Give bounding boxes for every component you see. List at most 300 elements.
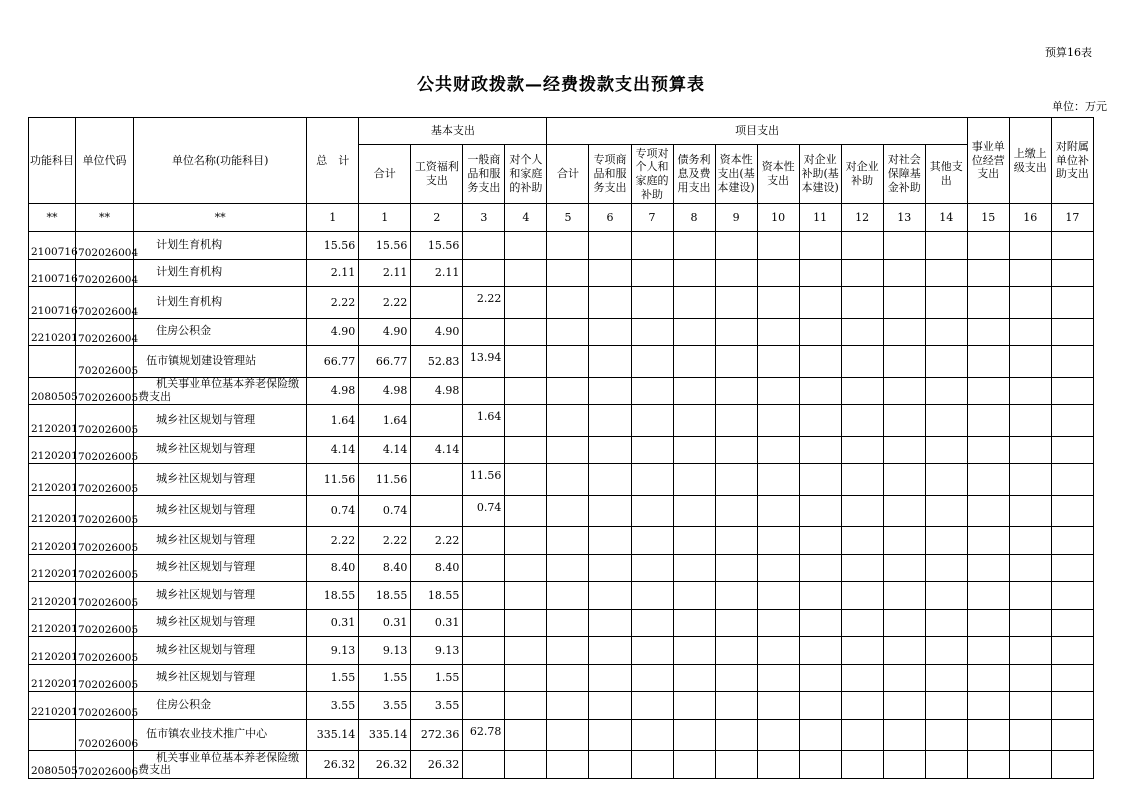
column-index-cell: 14 [925, 204, 967, 232]
func-code-cell: 2120201 [29, 436, 76, 464]
empty-cell [589, 346, 631, 378]
basic-total-cell: 2.11 [359, 259, 411, 287]
unit-code-cell: 702026004 [76, 287, 134, 319]
table-row [29, 495, 1094, 527]
empty-cell [589, 637, 631, 665]
basic-total-cell: 66.77 [359, 346, 411, 378]
personal-cell [505, 609, 547, 637]
personal-cell [505, 751, 547, 779]
empty-cell [1009, 495, 1051, 527]
empty-cell [715, 464, 757, 496]
wage-cell: 0.31 [411, 609, 463, 637]
basic-total-cell: 18.55 [359, 582, 411, 610]
empty-cell [547, 664, 589, 692]
func-code-cell: 2080505 [29, 751, 76, 779]
empty-cell [841, 582, 883, 610]
unit-name-cell: 城乡社区规划与管理 [134, 464, 307, 496]
header-project-personal: 专项对个人和家庭的补助 [631, 145, 673, 204]
wage-cell: 4.98 [411, 377, 463, 405]
empty-cell [673, 287, 715, 319]
empty-cell [715, 582, 757, 610]
column-index-cell: 1 [359, 204, 411, 232]
empty-cell [547, 527, 589, 555]
personal-cell [505, 582, 547, 610]
empty-cell [631, 405, 673, 437]
empty-cell [841, 232, 883, 260]
unit-code-cell: 702026005 [76, 495, 134, 527]
func-code-cell: 2120201 [29, 609, 76, 637]
wage-cell: 18.55 [411, 582, 463, 610]
table-row [29, 751, 1094, 779]
empty-cell [547, 377, 589, 405]
wage-cell: 272.36 [411, 719, 463, 751]
header-basic-personal: 对个人和家庭的补助 [505, 145, 547, 204]
personal-cell [505, 464, 547, 496]
empty-cell [841, 259, 883, 287]
unit-code-cell: 702026005 [76, 405, 134, 437]
header-upper-payment: 上缴上级支出 [1009, 118, 1051, 204]
empty-cell [967, 692, 1009, 720]
personal-cell [505, 405, 547, 437]
empty-cell [673, 692, 715, 720]
column-index-cell: 6 [589, 204, 631, 232]
wage-cell: 2.22 [411, 527, 463, 555]
unit-code-cell: 702026005 [76, 664, 134, 692]
unit-name-cell: 城乡社区规划与管理 [134, 609, 307, 637]
empty-cell [1051, 637, 1093, 665]
empty-cell [757, 436, 799, 464]
unit-code-cell: 702026005 [76, 582, 134, 610]
empty-cell [715, 527, 757, 555]
empty-cell [757, 464, 799, 496]
empty-cell [799, 495, 841, 527]
wage-cell: 4.90 [411, 318, 463, 346]
empty-cell [883, 719, 925, 751]
empty-cell [1051, 405, 1093, 437]
unit-name-cell: 城乡社区规划与管理 [134, 527, 307, 555]
func-code-cell: 2120201 [29, 464, 76, 496]
goods-cell: 2.22 [463, 287, 505, 319]
empty-cell [589, 318, 631, 346]
empty-cell [925, 692, 967, 720]
empty-cell [673, 259, 715, 287]
empty-cell [631, 637, 673, 665]
goods-cell: 13.94 [463, 346, 505, 378]
empty-cell [883, 464, 925, 496]
column-index-cell: 11 [799, 204, 841, 232]
table-row [29, 318, 1094, 346]
empty-cell [715, 554, 757, 582]
empty-cell [925, 719, 967, 751]
empty-cell [589, 719, 631, 751]
empty-cell [925, 751, 967, 779]
empty-cell [883, 346, 925, 378]
empty-cell [1009, 582, 1051, 610]
unit-code-cell: 702026005 [76, 527, 134, 555]
table-row [29, 637, 1094, 665]
wage-cell: 15.56 [411, 232, 463, 260]
unit-code-cell: 702026004 [76, 259, 134, 287]
personal-cell [505, 436, 547, 464]
personal-cell [505, 318, 547, 346]
unit-name-cell: 机关事业单位基本养老保险缴费支出 [134, 377, 307, 405]
header-project-enterprise-construction: 对企业补助(基本建设) [799, 145, 841, 204]
empty-cell [715, 287, 757, 319]
header-business-expense: 事业单位经营支出 [967, 118, 1009, 204]
total-cell: 335.14 [307, 719, 359, 751]
goods-cell [463, 232, 505, 260]
empty-cell [967, 346, 1009, 378]
wage-cell [411, 495, 463, 527]
table-row [29, 405, 1094, 437]
unit-name-cell: 城乡社区规划与管理 [134, 637, 307, 665]
unit-name-cell: 住房公积金 [134, 692, 307, 720]
unit-name-cell: 计划生育机构 [134, 259, 307, 287]
header-basic-wage: 工资福利支出 [411, 145, 463, 204]
total-cell: 4.14 [307, 436, 359, 464]
func-code-cell: 2120201 [29, 664, 76, 692]
func-code-cell: 2210201 [29, 318, 76, 346]
table-body [29, 232, 1094, 779]
empty-cell [673, 609, 715, 637]
empty-cell [925, 464, 967, 496]
table-row [29, 554, 1094, 582]
empty-cell [883, 664, 925, 692]
empty-cell [673, 664, 715, 692]
header-project-expense: 项目支出 [547, 118, 967, 145]
empty-cell [757, 495, 799, 527]
empty-cell [1051, 582, 1093, 610]
empty-cell [673, 232, 715, 260]
personal-cell [505, 377, 547, 405]
empty-cell [757, 582, 799, 610]
empty-cell [841, 751, 883, 779]
unit-code-cell: 702026006 [76, 751, 134, 779]
wage-cell: 3.55 [411, 692, 463, 720]
empty-cell [1051, 318, 1093, 346]
total-cell: 2.22 [307, 527, 359, 555]
empty-cell [589, 495, 631, 527]
empty-cell [631, 719, 673, 751]
empty-cell [547, 554, 589, 582]
empty-cell [589, 287, 631, 319]
basic-total-cell: 4.98 [359, 377, 411, 405]
empty-cell [799, 436, 841, 464]
column-index-cell: 17 [1051, 204, 1093, 232]
empty-cell [1009, 232, 1051, 260]
empty-cell [631, 259, 673, 287]
total-cell: 11.56 [307, 464, 359, 496]
func-code-cell [29, 719, 76, 751]
unit-name-cell: 城乡社区规划与管理 [134, 664, 307, 692]
empty-cell [589, 527, 631, 555]
budget-table [28, 117, 1094, 779]
goods-cell [463, 751, 505, 779]
total-cell: 9.13 [307, 637, 359, 665]
wage-cell [411, 405, 463, 437]
empty-cell [841, 346, 883, 378]
personal-cell [505, 495, 547, 527]
empty-cell [841, 609, 883, 637]
empty-cell [673, 405, 715, 437]
unit-code-cell: 702026004 [76, 232, 134, 260]
empty-cell [1009, 377, 1051, 405]
empty-cell [547, 436, 589, 464]
empty-cell [1051, 495, 1093, 527]
empty-cell [547, 609, 589, 637]
basic-total-cell: 1.55 [359, 664, 411, 692]
empty-cell [925, 318, 967, 346]
empty-cell [631, 346, 673, 378]
wage-cell: 9.13 [411, 637, 463, 665]
func-code-cell [29, 346, 76, 378]
wage-cell: 52.83 [411, 346, 463, 378]
func-code-cell: 2120201 [29, 554, 76, 582]
empty-cell [1009, 527, 1051, 555]
empty-cell [967, 582, 1009, 610]
table-row [29, 259, 1094, 287]
empty-cell [1009, 436, 1051, 464]
wage-cell [411, 287, 463, 319]
unit-name-cell: 城乡社区规划与管理 [134, 436, 307, 464]
empty-cell [715, 719, 757, 751]
empty-cell [841, 318, 883, 346]
empty-cell [673, 464, 715, 496]
empty-cell [841, 405, 883, 437]
empty-cell [967, 464, 1009, 496]
empty-cell [1051, 719, 1093, 751]
total-cell: 0.31 [307, 609, 359, 637]
empty-cell [925, 232, 967, 260]
empty-cell [673, 318, 715, 346]
empty-cell [547, 318, 589, 346]
empty-cell [925, 664, 967, 692]
goods-cell [463, 692, 505, 720]
basic-total-cell: 26.32 [359, 751, 411, 779]
header-subsidiary-subsidy: 对附属单位补助支出 [1051, 118, 1093, 204]
func-code-cell: 2120201 [29, 495, 76, 527]
header-basic-expense: 基本支出 [359, 118, 547, 145]
empty-cell [883, 405, 925, 437]
empty-cell [673, 346, 715, 378]
empty-cell [589, 692, 631, 720]
goods-cell: 0.74 [463, 495, 505, 527]
column-index-cell: 13 [883, 204, 925, 232]
empty-cell [631, 582, 673, 610]
empty-cell [589, 609, 631, 637]
empty-cell [757, 405, 799, 437]
empty-cell [757, 751, 799, 779]
empty-cell [715, 346, 757, 378]
table-row [29, 664, 1094, 692]
header-project-total: 合计 [547, 145, 589, 204]
header-basic-goods: 一般商品和服务支出 [463, 145, 505, 204]
empty-cell [673, 751, 715, 779]
unit-code-cell: 702026005 [76, 436, 134, 464]
header-project-capital-construction: 资本性支出(基本建设) [715, 145, 757, 204]
personal-cell [505, 664, 547, 692]
total-cell: 4.98 [307, 377, 359, 405]
column-index-cell: 12 [841, 204, 883, 232]
empty-cell [925, 554, 967, 582]
empty-cell [757, 664, 799, 692]
unit-name-cell: 伍市镇农业技术推广中心 [134, 719, 307, 751]
empty-cell [589, 464, 631, 496]
goods-cell: 11.56 [463, 464, 505, 496]
empty-cell [715, 318, 757, 346]
empty-cell [589, 377, 631, 405]
empty-cell [757, 232, 799, 260]
empty-cell [925, 287, 967, 319]
empty-cell [925, 609, 967, 637]
total-cell: 1.64 [307, 405, 359, 437]
empty-cell [757, 287, 799, 319]
func-code-cell: 2120201 [29, 582, 76, 610]
func-code-cell: 2100716 [29, 232, 76, 260]
header-unit-name: 单位名称(功能科目) [134, 118, 307, 204]
empty-cell [1051, 436, 1093, 464]
empty-cell [799, 582, 841, 610]
empty-cell [1051, 554, 1093, 582]
goods-cell [463, 664, 505, 692]
empty-cell [715, 609, 757, 637]
goods-cell: 62.78 [463, 719, 505, 751]
empty-cell [589, 554, 631, 582]
empty-cell [841, 495, 883, 527]
empty-cell [799, 637, 841, 665]
empty-cell [967, 609, 1009, 637]
empty-cell [841, 464, 883, 496]
total-cell: 26.32 [307, 751, 359, 779]
empty-cell [841, 527, 883, 555]
goods-cell [463, 637, 505, 665]
empty-cell [547, 287, 589, 319]
empty-cell [883, 527, 925, 555]
empty-cell [547, 232, 589, 260]
unit-code-cell: 702026005 [76, 346, 134, 378]
column-index-cell: 3 [463, 204, 505, 232]
empty-cell [631, 664, 673, 692]
empty-cell [967, 554, 1009, 582]
basic-total-cell: 9.13 [359, 637, 411, 665]
empty-cell [547, 495, 589, 527]
column-index-cell: 9 [715, 204, 757, 232]
empty-cell [547, 719, 589, 751]
personal-cell [505, 259, 547, 287]
empty-cell [883, 609, 925, 637]
basic-total-cell: 1.64 [359, 405, 411, 437]
empty-cell [715, 259, 757, 287]
empty-cell [925, 259, 967, 287]
unit-code-cell: 702026006 [76, 719, 134, 751]
column-index-cell: ** [134, 204, 307, 232]
empty-cell [673, 527, 715, 555]
column-index-cell: ** [76, 204, 134, 232]
unit-name-cell: 计划生育机构 [134, 232, 307, 260]
unit-code-cell: 702026005 [76, 637, 134, 665]
empty-cell [841, 554, 883, 582]
empty-cell [799, 664, 841, 692]
empty-cell [925, 527, 967, 555]
table-row [29, 377, 1094, 405]
empty-cell [547, 259, 589, 287]
empty-cell [757, 527, 799, 555]
empty-cell [757, 609, 799, 637]
column-index-cell: 1 [307, 204, 359, 232]
empty-cell [757, 637, 799, 665]
unit-name-cell: 城乡社区规划与管理 [134, 495, 307, 527]
empty-cell [1009, 464, 1051, 496]
empty-cell [841, 436, 883, 464]
table-row [29, 232, 1094, 260]
total-cell: 15.56 [307, 232, 359, 260]
wage-cell: 2.11 [411, 259, 463, 287]
empty-cell [1009, 405, 1051, 437]
empty-cell [799, 692, 841, 720]
empty-cell [1009, 287, 1051, 319]
empty-cell [631, 527, 673, 555]
total-cell: 66.77 [307, 346, 359, 378]
unit-label: 单位：万元 [1052, 100, 1107, 113]
total-cell: 2.22 [307, 287, 359, 319]
empty-cell [967, 259, 1009, 287]
empty-cell [1051, 664, 1093, 692]
empty-cell [547, 751, 589, 779]
basic-total-cell: 11.56 [359, 464, 411, 496]
empty-cell [547, 692, 589, 720]
empty-cell [1009, 719, 1051, 751]
goods-cell [463, 609, 505, 637]
empty-cell [757, 554, 799, 582]
func-code-cell: 2080505 [29, 377, 76, 405]
empty-cell [1009, 346, 1051, 378]
empty-cell [925, 436, 967, 464]
empty-cell [715, 495, 757, 527]
wage-cell: 1.55 [411, 664, 463, 692]
empty-cell [967, 495, 1009, 527]
personal-cell [505, 287, 547, 319]
empty-cell [1009, 318, 1051, 346]
header-project-goods: 专项商品和服务支出 [589, 145, 631, 204]
total-cell: 18.55 [307, 582, 359, 610]
total-cell: 2.11 [307, 259, 359, 287]
empty-cell [883, 495, 925, 527]
empty-cell [1009, 554, 1051, 582]
empty-cell [631, 287, 673, 319]
empty-cell [631, 692, 673, 720]
basic-total-cell: 0.74 [359, 495, 411, 527]
empty-cell [967, 287, 1009, 319]
empty-cell [967, 377, 1009, 405]
empty-cell [589, 259, 631, 287]
form-number: 预算16表 [1045, 46, 1092, 59]
unit-name-cell: 伍市镇规划建设管理站 [134, 346, 307, 378]
header-project-social-security: 对社会保障基金补助 [883, 145, 925, 204]
empty-cell [799, 377, 841, 405]
empty-cell [799, 554, 841, 582]
column-index-cell: 2 [411, 204, 463, 232]
goods-cell [463, 377, 505, 405]
empty-cell [799, 464, 841, 496]
empty-cell [715, 751, 757, 779]
empty-cell [1051, 751, 1093, 779]
empty-cell [547, 582, 589, 610]
basic-total-cell: 335.14 [359, 719, 411, 751]
unit-name-cell: 城乡社区规划与管理 [134, 554, 307, 582]
empty-cell [547, 405, 589, 437]
empty-cell [925, 495, 967, 527]
empty-cell [841, 719, 883, 751]
